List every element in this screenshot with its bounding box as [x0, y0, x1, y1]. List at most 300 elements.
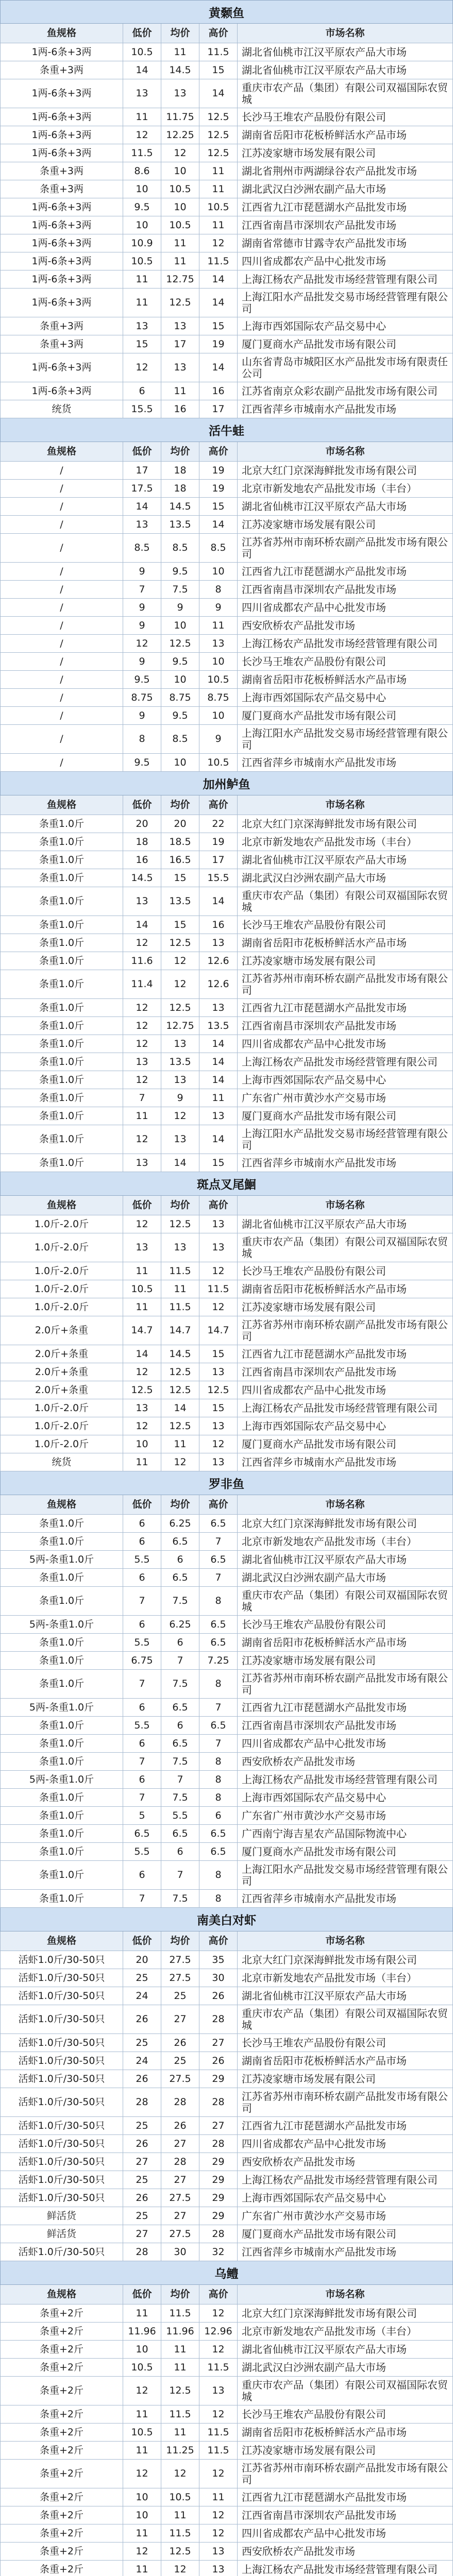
market-name-cell: 上海江杨农产品批发市场经营管理有限公司 — [237, 1053, 453, 1071]
column-header-spec: 鱼规格 — [0, 24, 123, 43]
price-row — [0, 270, 453, 289]
high-price-cell: 6.5 — [199, 1825, 237, 1842]
avg-price-cell: 27 — [161, 2207, 199, 2225]
avg-price-cell: 12.5 — [161, 2377, 199, 2405]
spec-cell: 条重+2斤 — [0, 2543, 123, 2560]
avg-price-cell: 14.5 — [161, 1345, 199, 1363]
market-name-cell: 湖南省岳阳市花板桥鲜活水产品市场 — [237, 934, 453, 952]
spec-cell: 条重1.0斤 — [0, 1125, 123, 1154]
high-price-cell: 12 — [199, 2524, 237, 2542]
spec-cell: 条重1.0斤 — [0, 1107, 123, 1125]
market-name-cell: 湖北省仙桃市江汉平原农产品大市场 — [237, 1987, 453, 2005]
column-header-row — [0, 795, 453, 815]
price-row — [0, 400, 453, 418]
spec-cell: 条重+2斤 — [0, 2341, 123, 2358]
price-row — [0, 2052, 453, 2070]
low-price-cell: 5.5 — [123, 1634, 161, 1651]
high-price-cell: 14 — [199, 353, 237, 382]
spec-cell: 2.0斤+条重 — [0, 1363, 123, 1381]
market-name-cell: 江苏省苏州市南环桥农副产品批发市场有限公司 — [237, 970, 453, 998]
low-price-cell: 12 — [123, 999, 161, 1016]
high-price-cell: 11.5 — [199, 2442, 237, 2459]
low-price-cell: 8 — [123, 725, 161, 753]
high-price-cell: 12.5 — [199, 1381, 237, 1399]
high-price-cell: 12 — [199, 2405, 237, 2423]
avg-price-cell: 10 — [161, 754, 199, 771]
market-name-cell: 四川省成都农产品中心批发市场 — [237, 599, 453, 616]
high-price-cell: 29 — [199, 2153, 237, 2171]
spec-cell: / — [0, 516, 123, 533]
low-price-cell: 11.4 — [123, 970, 161, 998]
price-row — [0, 689, 453, 707]
high-price-cell: 13 — [199, 1215, 237, 1233]
avg-price-cell: 13 — [161, 1071, 199, 1089]
column-header-row — [0, 24, 453, 43]
low-price-cell: 13 — [123, 1154, 161, 1172]
market-name-cell: 上海江杨农产品批发市场经营管理有限公司 — [237, 1399, 453, 1417]
high-price-cell: 13 — [199, 2377, 237, 2405]
market-name-cell: 江西省萍乡市城南水产品批发市场 — [237, 1890, 453, 1907]
low-price-cell: 14 — [123, 916, 161, 934]
low-price-cell: 12 — [123, 1363, 161, 1381]
low-price-cell: 7 — [123, 1670, 161, 1698]
high-price-cell: 8 — [199, 1890, 237, 1907]
spec-cell: 5两-条重1.0斤 — [0, 1616, 123, 1633]
spec-cell: / — [0, 534, 123, 562]
spec-cell: 1.0斤-2.0斤 — [0, 1262, 123, 1280]
avg-price-cell: 11 — [161, 1435, 199, 1453]
market-name-cell: 上海市西郊国际农产品交易中心 — [237, 1071, 453, 1089]
low-price-cell: 14 — [123, 498, 161, 515]
high-price-cell: 11.5 — [199, 1280, 237, 1298]
price-row — [0, 1699, 453, 1717]
high-price-cell: 15 — [199, 1399, 237, 1417]
spec-cell: 1两-6条+3两 — [0, 234, 123, 252]
market-name-cell: 江苏省苏州市南环桥农副产品批发市场有限公司 — [237, 1316, 453, 1345]
low-price-cell: 5.5 — [123, 1843, 161, 1860]
market-name-cell: 江苏省苏州市南环桥农副产品批发市场有限公司 — [237, 534, 453, 562]
spec-cell: 鲜活货 — [0, 2225, 123, 2243]
low-price-cell: 11.96 — [123, 2323, 161, 2340]
section-title: 南美白对虾 — [0, 1908, 453, 1931]
market-name-cell: 北京市新发地农产品批发市场（丰台） — [237, 2323, 453, 2340]
avg-price-cell: 11 — [161, 2341, 199, 2358]
species-section — [0, 1471, 453, 1908]
price-row — [0, 1399, 453, 1417]
market-name-cell: 上海江阳水产品批发交易市场经营管理有限公司 — [237, 289, 453, 317]
price-row — [0, 2506, 453, 2524]
high-price-cell: 8.75 — [199, 689, 237, 706]
high-price-cell: 22 — [199, 815, 237, 833]
high-price-cell: 29 — [199, 2189, 237, 2207]
low-price-cell: 6 — [123, 1861, 161, 1889]
column-header-market-name: 市场名称 — [237, 1931, 453, 1951]
avg-price-cell: 13 — [161, 317, 199, 335]
column-header-avg-price: 均价 — [161, 1196, 199, 1215]
column-header-spec: 鱼规格 — [0, 442, 123, 461]
spec-cell: 条重+3两 — [0, 180, 123, 198]
avg-price-cell: 12.25 — [161, 126, 199, 144]
avg-price-cell: 5.5 — [161, 1807, 199, 1824]
avg-price-cell: 15 — [161, 869, 199, 887]
avg-price-cell: 9.5 — [161, 707, 199, 724]
high-price-cell: 28 — [199, 2088, 237, 2116]
spec-cell: 1两-6条+3两 — [0, 353, 123, 382]
high-price-cell: 16 — [199, 916, 237, 934]
spec-cell: 条重1.0斤 — [0, 1861, 123, 1889]
low-price-cell: 9 — [123, 707, 161, 724]
market-name-cell: 四川省成都农产品中心批发市场 — [237, 1735, 453, 1752]
avg-price-cell: 14 — [161, 1399, 199, 1417]
high-price-cell: 11.5 — [199, 252, 237, 270]
avg-price-cell: 11.75 — [161, 108, 199, 126]
low-price-cell: 12 — [123, 934, 161, 952]
market-name-cell: 厦门夏商水产品批发市场有限公司 — [237, 1435, 453, 1453]
spec-cell: / — [0, 480, 123, 497]
price-row — [0, 1843, 453, 1861]
spec-cell: 条重1.0斤 — [0, 1843, 123, 1860]
market-name-cell: 四川省成都农产品中心批发市场 — [237, 252, 453, 270]
avg-price-cell: 6.25 — [161, 1616, 199, 1633]
avg-price-cell: 6.25 — [161, 1515, 199, 1532]
market-name-cell: 重庆市农产品（集团）有限公司双福国际农贸城 — [237, 1587, 453, 1615]
spec-cell: 条重1.0斤 — [0, 1807, 123, 1824]
spec-cell: 活虾1.0斤/30-50只 — [0, 1987, 123, 2005]
price-row — [0, 1861, 453, 1890]
high-price-cell: 11.5 — [199, 2424, 237, 2441]
high-price-cell: 13 — [199, 1107, 237, 1125]
low-price-cell: 10.5 — [123, 2424, 161, 2441]
avg-price-cell: 7 — [161, 1861, 199, 1889]
high-price-cell: 12.96 — [199, 2323, 237, 2340]
price-row — [0, 563, 453, 581]
market-name-cell: 江苏凌家塘市场发展有限公司 — [237, 1652, 453, 1669]
low-price-cell: 12 — [123, 1035, 161, 1053]
price-row — [0, 1515, 453, 1533]
low-price-cell: 11 — [123, 1107, 161, 1125]
avg-price-cell: 11.5 — [161, 1262, 199, 1280]
spec-cell: 条重1.0斤 — [0, 1017, 123, 1035]
high-price-cell: 14 — [199, 1071, 237, 1089]
low-price-cell: 12 — [123, 1125, 161, 1154]
high-price-cell: 10.5 — [199, 198, 237, 216]
price-row — [0, 2207, 453, 2225]
market-name-cell: 厦门夏商水产品批发市场有限公司 — [237, 335, 453, 353]
low-price-cell: 11 — [123, 108, 161, 126]
high-price-cell: 11 — [199, 162, 237, 180]
avg-price-cell: 10 — [161, 671, 199, 688]
column-header-row — [0, 1931, 453, 1951]
species-section — [0, 0, 453, 418]
spec-cell: / — [0, 599, 123, 616]
high-price-cell: 6.5 — [199, 1717, 237, 1734]
high-price-cell: 19 — [199, 480, 237, 497]
spec-cell: 条重1.0斤 — [0, 1053, 123, 1071]
low-price-cell: 6 — [123, 1569, 161, 1586]
price-row — [0, 1670, 453, 1699]
spec-cell: / — [0, 635, 123, 652]
price-row — [0, 1987, 453, 2005]
price-row — [0, 534, 453, 563]
price-row — [0, 1298, 453, 1316]
spec-cell: 活虾1.0斤/30-50只 — [0, 2117, 123, 2134]
price-row — [0, 234, 453, 252]
high-price-cell: 28 — [199, 2135, 237, 2153]
spec-cell: 活虾1.0斤/30-50只 — [0, 2135, 123, 2153]
spec-cell: 5两-条重1.0斤 — [0, 1551, 123, 1568]
spec-cell: 条重+2斤 — [0, 2488, 123, 2506]
market-name-cell: 长沙马王堆农产品股份有限公司 — [237, 1262, 453, 1280]
price-row — [0, 1435, 453, 1453]
avg-price-cell: 12.5 — [161, 1417, 199, 1435]
high-price-cell: 14 — [199, 79, 237, 108]
spec-cell: 5两-条重1.0斤 — [0, 1699, 123, 1716]
high-price-cell: 19 — [199, 462, 237, 479]
market-name-cell: 湖北武汉白沙洲农副产品大市场 — [237, 180, 453, 198]
low-price-cell: 26 — [123, 2189, 161, 2207]
column-header-spec: 鱼规格 — [0, 1196, 123, 1215]
market-name-cell: 重庆市农产品（集团）有限公司双福国际农贸城 — [237, 887, 453, 916]
avg-price-cell: 18.5 — [161, 833, 199, 851]
column-header-low-price: 低价 — [123, 24, 161, 43]
high-price-cell: 17 — [199, 400, 237, 418]
low-price-cell: 20 — [123, 1951, 161, 1969]
market-name-cell: 江苏省苏州市南环桥农副产品批发市场有限公司 — [237, 1670, 453, 1698]
spec-cell: 1两-6条+3两 — [0, 382, 123, 400]
spec-cell: 条重1.0斤 — [0, 934, 123, 952]
avg-price-cell: 18 — [161, 462, 199, 479]
low-price-cell: 10.5 — [123, 2359, 161, 2376]
high-price-cell: 15 — [199, 317, 237, 335]
market-name-cell: 广东省广州市黄沙水产交易市场 — [237, 1807, 453, 1824]
price-row — [0, 1107, 453, 1125]
avg-price-cell: 27 — [161, 2171, 199, 2189]
low-price-cell: 11 — [123, 270, 161, 288]
low-price-cell: 7 — [123, 1753, 161, 1770]
price-row — [0, 1789, 453, 1807]
price-row — [0, 462, 453, 480]
price-row — [0, 1616, 453, 1634]
avg-price-cell: 6 — [161, 1717, 199, 1734]
low-price-cell: 8.5 — [123, 534, 161, 562]
market-name-cell: 上海江阳水产品批发交易市场经营管理有限公司 — [237, 1861, 453, 1889]
price-row — [0, 1215, 453, 1233]
avg-price-cell: 7 — [161, 1652, 199, 1669]
low-price-cell: 20 — [123, 815, 161, 833]
market-name-cell: 江西省萍乡市城南水产品批发市场 — [237, 2243, 453, 2261]
avg-price-cell: 26 — [161, 2034, 199, 2052]
avg-price-cell: 27 — [161, 2135, 199, 2153]
price-row — [0, 581, 453, 599]
high-price-cell: 12 — [199, 1435, 237, 1453]
avg-price-cell: 9.5 — [161, 563, 199, 580]
low-price-cell: 11.5 — [123, 144, 161, 162]
price-row — [0, 108, 453, 126]
spec-cell: 条重1.0斤 — [0, 1735, 123, 1752]
column-header-market-name: 市场名称 — [237, 1196, 453, 1215]
low-price-cell: 6.5 — [123, 1825, 161, 1842]
low-price-cell: 11 — [123, 289, 161, 317]
price-row — [0, 2070, 453, 2088]
low-price-cell: 12 — [123, 2460, 161, 2488]
price-row — [0, 1951, 453, 1969]
low-price-cell: 12 — [123, 353, 161, 382]
price-row — [0, 1280, 453, 1298]
high-price-cell: 29 — [199, 2070, 237, 2088]
market-name-cell: 长沙马王堆农产品股份有限公司 — [237, 916, 453, 934]
spec-cell: 1两-6条+3两 — [0, 108, 123, 126]
avg-price-cell: 13 — [161, 353, 199, 382]
market-name-cell: 北京市新发地农产品批发市场（丰台） — [237, 1533, 453, 1550]
market-name-cell: 江西省九江市琵琶湖水产品批发市场 — [237, 198, 453, 216]
market-name-cell: 广东省广州市黄沙水产交易市场 — [237, 2207, 453, 2225]
market-name-cell: 上海市西郊国际农产品交易中心 — [237, 317, 453, 335]
price-row — [0, 2488, 453, 2506]
price-row — [0, 1381, 453, 1399]
low-price-cell: 10.5 — [123, 43, 161, 61]
low-price-cell: 5.5 — [123, 1551, 161, 1568]
avg-price-cell: 6 — [161, 1551, 199, 1568]
market-name-cell: 北京大红门京深海鲜批发市场有限公司 — [237, 1515, 453, 1532]
spec-cell: 条重+2斤 — [0, 2359, 123, 2376]
avg-price-cell: 12.75 — [161, 1017, 199, 1035]
column-header-high-price: 高价 — [199, 1931, 237, 1951]
avg-price-cell: 27.5 — [161, 2070, 199, 2088]
high-price-cell: 8 — [199, 1771, 237, 1788]
avg-price-cell: 11.5 — [161, 2405, 199, 2423]
avg-price-cell: 13.5 — [161, 887, 199, 916]
avg-price-cell: 30 — [161, 2243, 199, 2261]
avg-price-cell: 6.5 — [161, 1825, 199, 1842]
spec-cell: 1.0斤-2.0斤 — [0, 1233, 123, 1262]
avg-price-cell: 6.5 — [161, 1699, 199, 1716]
price-row — [0, 1634, 453, 1652]
avg-price-cell: 8.75 — [161, 689, 199, 706]
avg-price-cell: 11 — [161, 2359, 199, 2376]
spec-cell: 2.0斤+条重 — [0, 1345, 123, 1363]
spec-cell: 条重+2斤 — [0, 2304, 123, 2322]
low-price-cell: 11.6 — [123, 952, 161, 970]
avg-price-cell: 25 — [161, 2052, 199, 2070]
high-price-cell: 10 — [199, 707, 237, 724]
avg-price-cell: 12.5 — [161, 1381, 199, 1399]
low-price-cell: 12 — [123, 1417, 161, 1435]
spec-cell: / — [0, 653, 123, 670]
price-row — [0, 2135, 453, 2153]
market-name-cell: 湖南省岳阳市花板桥鲜活水产品市场 — [237, 1634, 453, 1651]
market-name-cell: 北京市新发地农产品批发市场（丰台） — [237, 480, 453, 497]
market-name-cell: 北京市新发地农产品批发市场（丰台） — [237, 1969, 453, 1987]
price-row — [0, 2323, 453, 2341]
high-price-cell: 6 — [199, 1807, 237, 1824]
high-price-cell: 8 — [199, 1670, 237, 1698]
price-row — [0, 671, 453, 689]
high-price-cell: 19 — [199, 335, 237, 353]
price-row — [0, 2005, 453, 2034]
low-price-cell: 10 — [123, 216, 161, 234]
low-price-cell: 9.5 — [123, 198, 161, 216]
high-price-cell: 13 — [199, 934, 237, 952]
spec-cell: 条重1.0斤 — [0, 1533, 123, 1550]
low-price-cell: 7 — [123, 1587, 161, 1615]
market-name-cell: 重庆市农产品（集团）有限公司双福国际农贸城 — [237, 2377, 453, 2405]
market-name-cell: 江西省九江市琵琶湖水产品批发市场 — [237, 1699, 453, 1716]
price-row — [0, 887, 453, 916]
market-name-cell: 江西省萍乡市城南水产品批发市场 — [237, 400, 453, 418]
low-price-cell: 25 — [123, 2171, 161, 2189]
price-row — [0, 952, 453, 970]
price-row — [0, 2304, 453, 2323]
market-name-cell: 江苏凌家塘市场发展有限公司 — [237, 516, 453, 533]
market-name-cell: 上海市西郊国际农产品交易中心 — [237, 2189, 453, 2207]
avg-price-cell: 10.5 — [161, 216, 199, 234]
avg-price-cell: 6.5 — [161, 1735, 199, 1752]
spec-cell: 条重+3两 — [0, 317, 123, 335]
price-row — [0, 617, 453, 635]
spec-cell: / — [0, 689, 123, 706]
price-row — [0, 180, 453, 198]
avg-price-cell: 28 — [161, 2088, 199, 2116]
market-name-cell: 江西省南昌市深圳农产品批发市场 — [237, 216, 453, 234]
low-price-cell: 12 — [123, 2543, 161, 2560]
price-row — [0, 2153, 453, 2171]
price-row — [0, 1453, 453, 1471]
low-price-cell: 26 — [123, 2070, 161, 2088]
price-row — [0, 1233, 453, 1262]
market-name-cell: 厦门夏商水产品批发市场有限公司 — [237, 707, 453, 724]
spec-cell: / — [0, 707, 123, 724]
high-price-cell: 13.5 — [199, 1017, 237, 1035]
spec-cell: 条重1.0斤 — [0, 1569, 123, 1586]
high-price-cell: 9 — [199, 599, 237, 616]
market-name-cell: 西安欣桥农产品批发市场 — [237, 1753, 453, 1770]
market-name-cell: 湖北省荆州市两湖绿谷农产品批发市场 — [237, 162, 453, 180]
avg-price-cell: 10 — [161, 198, 199, 216]
spec-cell: 5两-条重1.0斤 — [0, 1771, 123, 1788]
avg-price-cell: 14.7 — [161, 1316, 199, 1345]
price-row — [0, 1417, 453, 1435]
high-price-cell: 6.5 — [199, 1515, 237, 1532]
avg-price-cell: 7.5 — [161, 1789, 199, 1806]
section-title: 乌鳢 — [0, 2261, 453, 2285]
price-row — [0, 216, 453, 234]
price-row — [0, 1316, 453, 1345]
avg-price-cell: 11.5 — [161, 1298, 199, 1316]
high-price-cell: 8 — [199, 1753, 237, 1770]
market-name-cell: 四川省成都农产品中心批发市场 — [237, 1035, 453, 1053]
avg-price-cell: 11 — [161, 2506, 199, 2524]
high-price-cell: 13 — [199, 2561, 237, 2576]
column-header-high-price: 高价 — [199, 442, 237, 461]
avg-price-cell: 18 — [161, 480, 199, 497]
market-name-cell: 北京大红门京深海鲜批发市场有限公司 — [237, 1951, 453, 1969]
market-name-cell: 湖北省仙桃市江汉平原农产品大市场 — [237, 1551, 453, 1568]
section-title: 活牛蛙 — [0, 418, 453, 442]
avg-price-cell: 6.5 — [161, 1569, 199, 1586]
spec-cell: 条重1.0斤 — [0, 1071, 123, 1089]
spec-cell: / — [0, 725, 123, 753]
low-price-cell: 11 — [123, 1453, 161, 1471]
column-header-market-name: 市场名称 — [237, 795, 453, 815]
price-row — [0, 1717, 453, 1735]
avg-price-cell: 13 — [161, 1233, 199, 1262]
section-title: 黄颡鱼 — [0, 0, 453, 24]
avg-price-cell: 27.5 — [161, 1969, 199, 1987]
market-name-cell: 江苏凌家塘市场发展有限公司 — [237, 2442, 453, 2459]
spec-cell: 条重1.0斤 — [0, 952, 123, 970]
low-price-cell: 6 — [123, 1771, 161, 1788]
spec-cell: / — [0, 563, 123, 580]
